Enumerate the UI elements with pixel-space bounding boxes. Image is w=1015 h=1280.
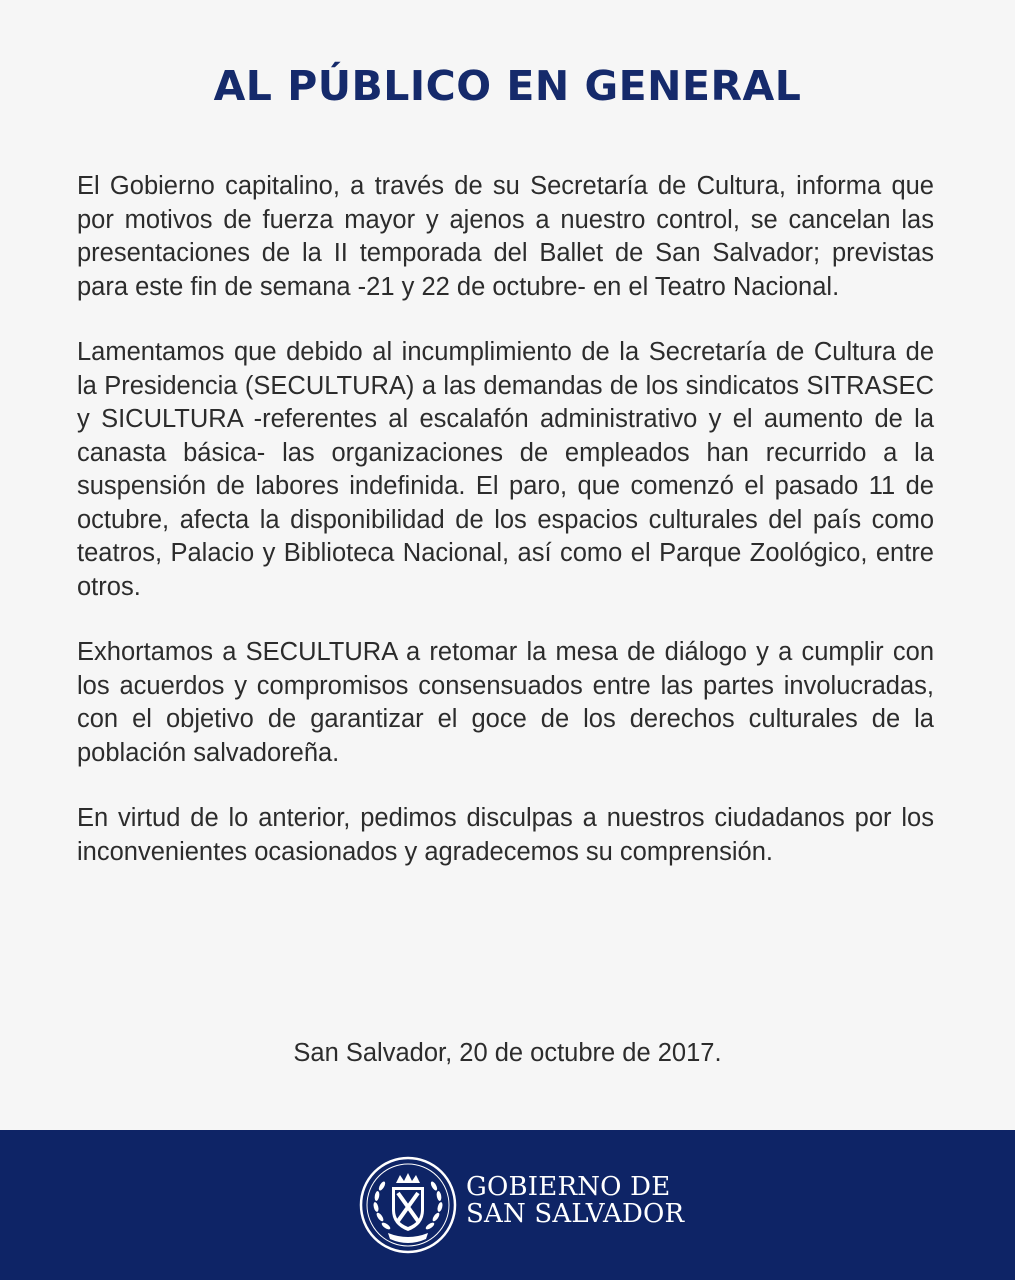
paragraph-cancellation: El Gobierno capitalino, a través de su Secretaría de Cultura, informa que por motivos de fuerza mayor y ajenos a nuestro control, se cancelan las presentaciones de la II temporada del Ballet de San Salvador; previstas para este fin de semana -21 y 22 de octubre- en el Teatro Nacional. — [77, 172, 934, 301]
government-logo-text — [466, 1174, 684, 1228]
city-seal-icon — [358, 1155, 458, 1255]
paragraph-strike: Lamentamos que debido al incumplimiento de la Secretaría de Cultura de la Presidencia (SECULTURA) a las demandas de los sindicatos SITRASEC y SICULTURA -referentes al escalafón administrativo y el aumento de la canasta básica- las organizaciones de empleados han recurrido a la suspensión de labores indefinida. El paro, que comenzó el pasado 11 de octubre, afecta la disponibilidad de los espacios culturales del país como teatros, Palacio y Biblioteca Nacional, así como el Parque Zoológico, entre otros. — [77, 338, 934, 601]
paragraph-apology: En virtud de lo anterior, pedimos disculpas a nuestros ciudadanos por los inconvenientes ocasionados y agradecemos su comprensión. — [77, 804, 934, 866]
logo-line-1: GOBIERNO DE — [466, 1172, 671, 1202]
paragraph-exhortation: Exhortamos a SECULTURA a retomar la mesa de diálogo y a cumplir con los acuerdos y compromisos consensuados entre las partes involucradas, con el objetivo de garantizar el goce de los derechos culturales de la población salvadoreña. — [77, 638, 934, 767]
place-and-date: San Salvador, 20 de octubre de 2017. — [293, 1039, 722, 1067]
announcement-body — [77, 170, 934, 901]
footer-banner — [0, 1130, 1015, 1280]
page-title: AL PÚBLICO EN GENERAL — [213, 62, 802, 110]
logo-line-2: SAN SALVADOR — [466, 1199, 685, 1229]
